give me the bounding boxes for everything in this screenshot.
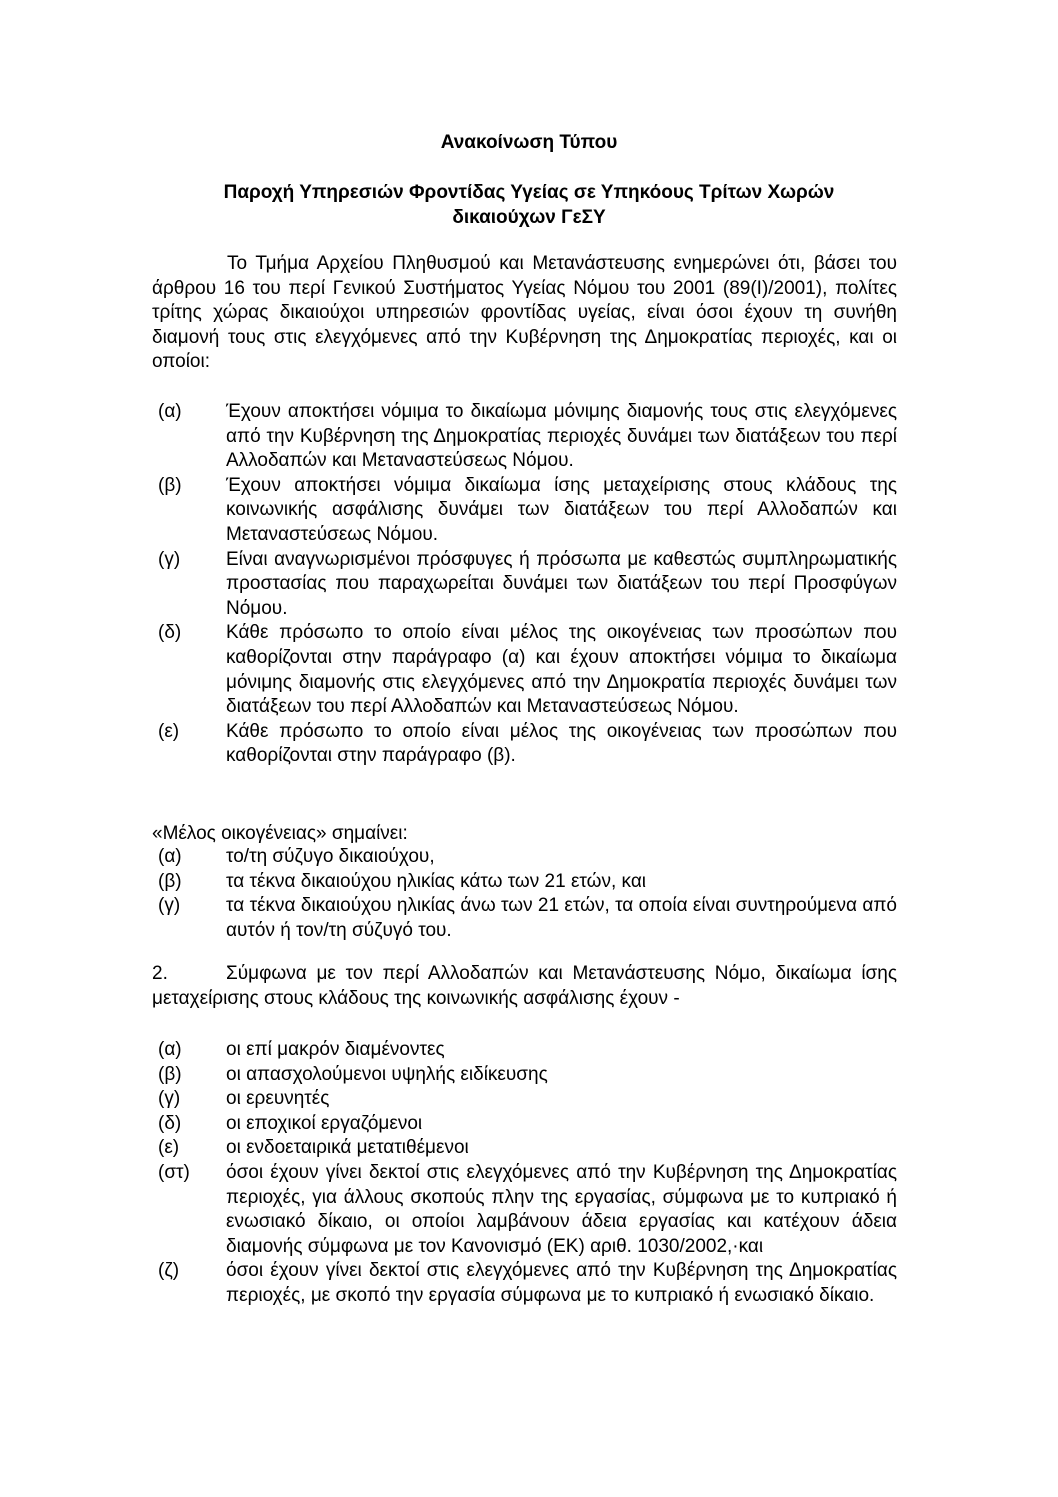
list-item-label: (δ) (158, 622, 182, 644)
list-item-text: τα τέκνα δικαιούχου ηλικίας κάτω των 21 ετών, και (226, 870, 647, 892)
list-item-text: οι ενδοεταιρικά μετατιθέμενοι (226, 1137, 469, 1159)
list-item (152, 474, 897, 548)
list-item-text: Έχουν αποκτήσει νόμιμα δικαίωμα ίσης μεταχείρισης στους κλάδους της κοινωνικής ασφάλισης δυνάμει των διατάξεων του περί Αλλοδαπών και Μεταναστεύσεως Νόμου. (226, 474, 897, 545)
list-item (152, 870, 897, 895)
document-subtitle (0, 180, 1058, 230)
list-item (152, 1161, 897, 1259)
subtitle-line-1: Παροχή Υπηρεσιών Φροντίδας Υγείας σε Υπηκόους Τρίτων Χωρών (223, 182, 835, 203)
list-item-text: τα τέκνα δικαιούχου ηλικίας άνω των 21 ετών, τα οποία είναι συντηρούμενα από αυτόν ή τον/τη σύζυγό του. (226, 895, 897, 941)
list-item-label: (γ) (158, 895, 181, 917)
list-item (152, 894, 897, 943)
section-2-paragraph (152, 962, 897, 1011)
list-item-label: (β) (158, 870, 182, 892)
family-member-heading: «Μέλος οικογένειας» σημαίνει: (152, 823, 408, 844)
list-item-label: (α) (158, 1039, 182, 1060)
list-item-label: (ζ) (158, 1260, 180, 1282)
subtitle-line-2: δικαιούχων ΓεΣΥ (452, 207, 606, 228)
list-item-label: (α) (158, 401, 182, 422)
list-item (152, 845, 897, 870)
list-item-text: το/τη σύζυγο δικαιούχου, (226, 846, 435, 867)
list-item-label: (στ) (158, 1161, 190, 1183)
list-item-text: Κάθε πρόσωπο το οποίο είναι μέλος της οικογένειας των προσώπων που καθορίζονται στην παράγραφο (β). (226, 720, 897, 767)
list-item-label: (γ) (158, 1088, 181, 1110)
list-item (152, 1136, 897, 1161)
section-text: Σύμφωνα με τον περί Αλλοδαπών και Μετανάστευσης Νόμο, δικαίωμα ίσης μεταχείρισης στους κλάδους της κοινωνικής ασφάλισης έχουν - (152, 963, 897, 1009)
list-item-label: (ε) (158, 1137, 180, 1159)
list-item (152, 1063, 897, 1088)
list-item-text: Έχουν αποκτήσει νόμιμα το δικαίωμα μόνιμης διαμονής τους στις ελεγχόμενες από την Κυβέρνηση της Δημοκρατίας περιοχές δυνάμει των διατάξεων του περί Αλλοδαπών και Μεταναστεύσεως Νόμου. (226, 401, 897, 472)
equal-treatment-list (152, 1038, 897, 1309)
list-item (152, 720, 897, 769)
list-item-text: Είναι αναγνωρισμένοι πρόσφυγες ή πρόσωπα με καθεστώς συμπληρωματικής προστασίας που παραχωρείται δυνάμει των διατάξεων του περί Προσφύγων Νόμου. (226, 548, 897, 619)
list-item-text: οι εποχικοί εργαζόμενοι (226, 1112, 423, 1134)
list-item-text: οι ερευνητές (226, 1088, 330, 1110)
list-item-text: Κάθε πρόσωπο το οποίο είναι μέλος της οικογένειας των προσώπων που καθορίζονται στην παράγραφο (α) και έχουν αποκτήσει νόμιμα το δικαίωμα μόνιμης διαμονής στις ελεγχόμενες από την Δημοκρατία περιοχές δυνάμει των διατάξεων του περί Αλλοδαπών και Μεταναστεύσεως Νόμου. (226, 622, 897, 718)
list-item (152, 548, 897, 622)
eligibility-list (152, 400, 897, 769)
list-item-label: (β) (158, 1063, 182, 1085)
list-item-label: (ε) (158, 720, 180, 742)
section-number: 2. (152, 963, 168, 984)
list-item (152, 1038, 897, 1063)
list-item (152, 1087, 897, 1112)
list-item-text: όσοι έχουν γίνει δεκτοί στις ελεγχόμενες από την Κυβέρνηση της Δημοκρατίας περιοχές, για άλλους σκοπούς πλην της εργασίας, σύμφωνα με το κυπριακό ή ενωσιακό δίκαιο, οι οποίοι λαμβάνουν άδεια εργασίας και κατέχουν άδεια διαμονής σύμφωνα με τον Κανονισμό (ΕΚ) αριθ. 1030/2002,·και (226, 1161, 897, 1257)
list-item (152, 1112, 897, 1137)
family-member-list (152, 845, 897, 943)
list-item-label: (γ) (158, 548, 181, 570)
list-item-text: οι επί μακρόν διαμένοντες (226, 1039, 445, 1060)
list-item-text: οι απασχολούμενοι υψηλής ειδίκευσης (226, 1063, 548, 1085)
list-item (152, 1259, 897, 1308)
list-item-label: (β) (158, 474, 182, 496)
list-item (152, 621, 897, 719)
list-item (152, 400, 897, 474)
document-title: Ανακοίνωση Τύπου (440, 132, 618, 153)
intro-paragraph: Το Τμήμα Αρχείου Πληθυσμού και Μετανάστευσης ενημερώνει ότι, βάσει του άρθρου 16 του περί Γενικού Συστήματος Υγείας Νόμου του 2001 (89(Ι)/2001), πολίτες τρίτης χώρας δικαιούχοι υπηρεσιών φροντίδας υγείας, είναι όσοι έχουν τη συνήθη διαμονή τους στις ελεγχόμενες από την Κυβέρνηση της Δημοκρατίας περιοχές, και οι οποίοι: (152, 253, 897, 373)
list-item-label: (α) (158, 846, 182, 867)
list-item-text: όσοι έχουν γίνει δεκτοί στις ελεγχόμενες από την Κυβέρνηση της Δημοκρατίας περιοχές, με σκοπό την εργασία σύμφωνα με το κυπριακό ή ενωσιακό δίκαιο. (226, 1260, 897, 1306)
list-item-label: (δ) (158, 1112, 182, 1134)
